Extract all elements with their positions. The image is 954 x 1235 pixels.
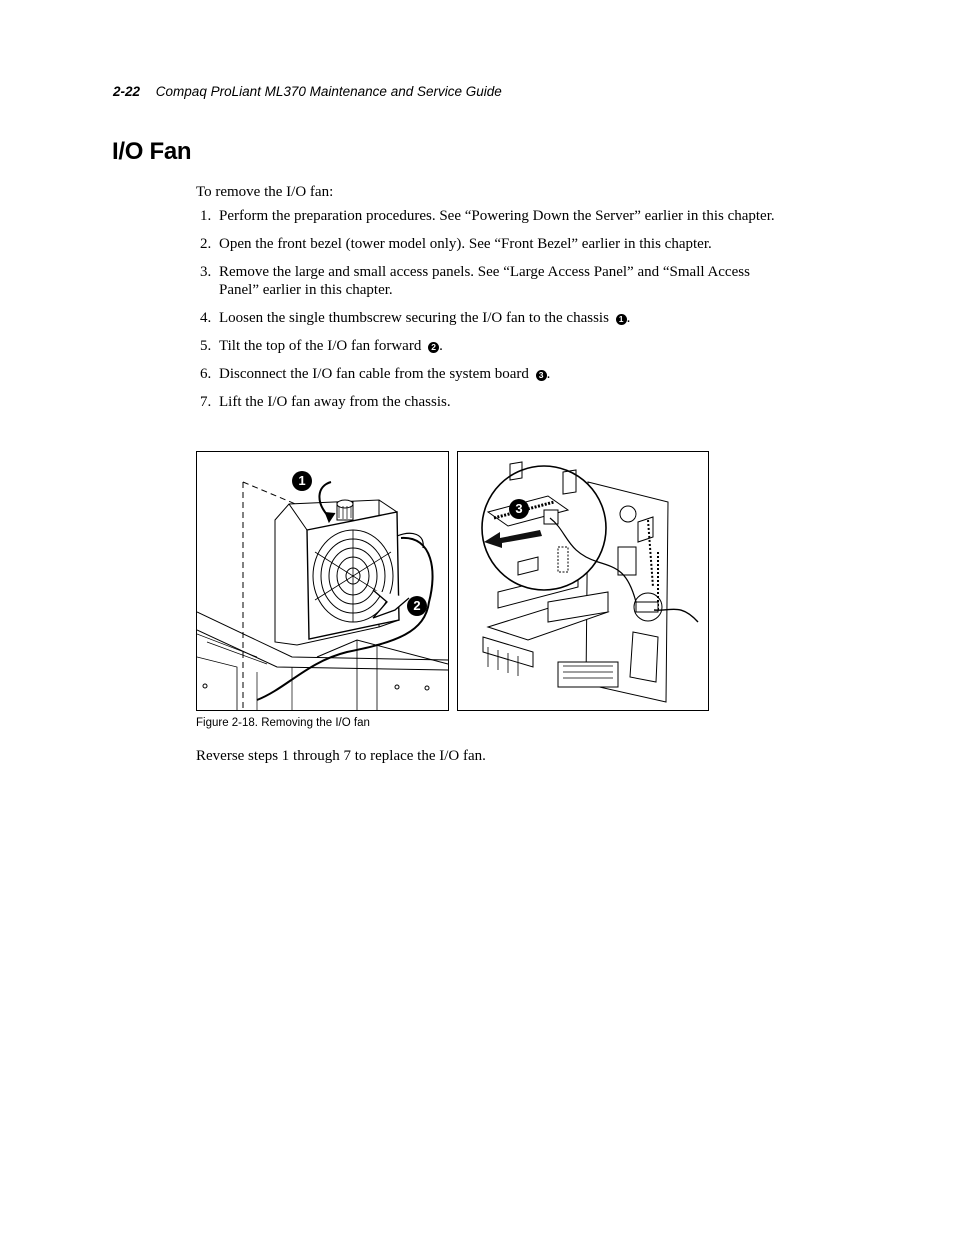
procedure-steps [196, 208, 786, 422]
callout-2-icon: 2 [428, 342, 439, 353]
step-number: 2. [200, 236, 212, 252]
step-text: Open the front bezel (tower model only). See “Front Bezel” earlier in this chapter. [219, 236, 712, 252]
step-3 [196, 264, 786, 299]
closing-text: Reverse steps 1 through 7 to replace the I/O fan. [196, 748, 486, 764]
step-7 [196, 394, 786, 412]
step-2 [196, 236, 786, 254]
step-number: 1. [200, 208, 212, 224]
step-number: 6. [200, 365, 212, 382]
step-number: 7. [200, 393, 212, 410]
step-number: 3. [200, 264, 212, 280]
page-number: 2-22 [113, 84, 141, 99]
figure-callout-3-icon: 3 [509, 499, 529, 519]
figure-caption: Figure 2-18. Removing the I/O fan [196, 717, 370, 729]
step-text: Loosen the single thumbscrew securing the I/O fan to the chassis [219, 309, 613, 326]
step-end-mark: . [626, 309, 631, 326]
figure-callout-2-icon: 2 [407, 596, 427, 616]
callout-1-icon: 1 [616, 314, 627, 325]
callout-3-icon: 3 [536, 370, 547, 381]
step-1 [196, 208, 786, 226]
step-text: Perform the preparation procedures. See “Powering Down the Server” earlier in this chapter. [219, 208, 775, 224]
step-end-mark: . [439, 337, 443, 354]
running-header [113, 84, 502, 99]
intro-text: To remove the I/O fan: [196, 184, 334, 200]
running-title: Compaq ProLiant ML370 Maintenance and Service Guide [155, 84, 502, 99]
step-4 [196, 310, 786, 328]
figure-removing-io-fan [196, 451, 710, 712]
step-number: 5. [200, 337, 212, 354]
system-board-illustration [457, 451, 709, 711]
step-text: Disconnect the I/O fan cable from the system board [219, 365, 533, 382]
fan-removal-illustration [196, 451, 449, 711]
step-5 [196, 338, 786, 356]
step-number: 4. [200, 309, 212, 326]
section-title: I/O Fan [112, 138, 192, 165]
step-end-mark: . [546, 365, 551, 382]
step-text: Tilt the top of the I/O fan forward [219, 337, 426, 354]
step-text: Remove the large and small access panels. See “Large Access Panel” and “Small Access Panel” earlier in this chapter. [219, 264, 750, 298]
step-text: Lift the I/O fan away from the chassis. [219, 393, 451, 410]
step-6 [196, 366, 786, 384]
figure-callout-1-icon: 1 [292, 471, 312, 491]
